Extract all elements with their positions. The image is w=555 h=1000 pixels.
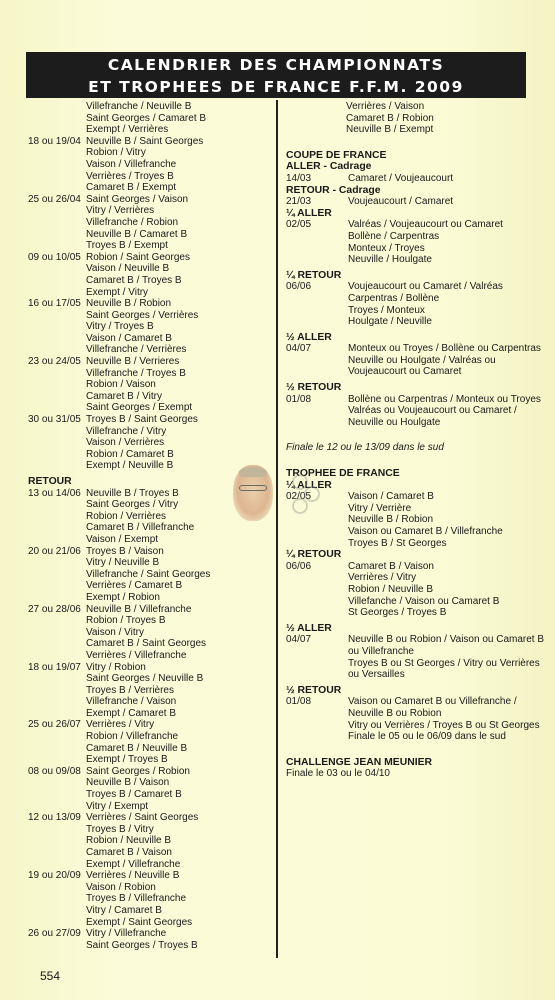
match: Troyes B / St Georges xyxy=(348,537,447,549)
match: Robion / Saint Georges xyxy=(86,251,190,263)
match-list xyxy=(86,870,268,928)
banner-title-line-2: ET TROPHEES DE FRANCE F.F.M. 2009 xyxy=(88,78,464,96)
trophee-semi-aller-heading: ½ ALLER xyxy=(286,622,332,634)
title-banner xyxy=(26,52,526,98)
schedule-round xyxy=(28,662,268,720)
quarter-retour-heading: ¼ RETOUR xyxy=(286,269,342,281)
match: Vaison / Robion xyxy=(86,881,156,893)
match: Villefranche / Verrières xyxy=(86,344,187,356)
match: Troyes B / Vitry xyxy=(86,823,154,835)
match-list xyxy=(86,766,268,812)
round-date: 06/06 xyxy=(286,560,312,572)
match: Vitry / Troyes B xyxy=(86,321,154,333)
match: Villefranche / Neuville B xyxy=(86,101,192,112)
match: Monteux / Troyes xyxy=(348,242,425,254)
faded-logo-watermark xyxy=(288,468,324,520)
schedule-round xyxy=(286,634,548,680)
match: Vaison / Villefranche xyxy=(86,158,177,170)
trophee-semi-retour-heading: ½ RETOUR xyxy=(286,684,342,696)
match: Neuville ou Houlgate / Valréas ou xyxy=(348,354,496,366)
round-date: 06/06 xyxy=(286,281,312,293)
round-date: 20 ou 21/06 xyxy=(28,545,81,557)
match: Exempt / Vitry xyxy=(86,286,149,298)
match: ou Versailles xyxy=(348,669,405,681)
match: Exempt / Camaret B xyxy=(86,707,177,719)
match: Robion / Vitry xyxy=(86,147,146,159)
schedule-round xyxy=(28,488,268,546)
match: Troyes B / Verrières xyxy=(86,684,174,696)
semi-retour-heading: ½ RETOUR xyxy=(286,382,342,394)
match-list xyxy=(348,281,548,327)
match: Robion / Verrières xyxy=(86,510,167,522)
schedule-round xyxy=(28,766,268,812)
match: Bollène / Carpentras xyxy=(348,230,440,242)
banner-title-line-1: CALENDRIER DES CHAMPIONNATS xyxy=(107,56,445,74)
match: Villefanche / Vaison ou Camaret B xyxy=(348,595,500,607)
match-list xyxy=(86,101,268,136)
match: Exempt / Villefranche xyxy=(86,858,181,870)
match: Saint Georges / Camaret B xyxy=(86,112,207,124)
match: Verrières / Villefranche xyxy=(86,649,187,661)
schedule-round xyxy=(28,194,268,252)
match: Voujeaucourt ou Camaret xyxy=(348,366,462,378)
match-list xyxy=(86,812,268,870)
match: Vitry / Villefranche xyxy=(86,928,167,940)
match: Troyes B / Saint Georges xyxy=(86,414,198,426)
round-date: 23 ou 24/05 xyxy=(28,356,81,368)
match: Troyes B / Vaison xyxy=(86,545,164,557)
trophee-quarter-retour-heading: ¼ RETOUR xyxy=(286,549,342,561)
trophee-de-france-heading: TROPHEE DE FRANCE xyxy=(286,468,400,480)
round-date: 27 ou 28/06 xyxy=(28,603,81,615)
round-date: 13 ou 14/06 xyxy=(28,487,81,499)
match: Camaret B / Vitry xyxy=(86,390,162,402)
match: Robion / Neuville B xyxy=(86,835,172,847)
schedule-round xyxy=(28,252,268,298)
round-date: 04/07 xyxy=(286,343,312,355)
match: Verrières / Troyes B xyxy=(86,170,174,182)
schedule-round xyxy=(28,356,268,414)
match: Vaison / Neuville B xyxy=(86,263,170,275)
match: Villefranche / Robion xyxy=(86,216,179,228)
match: ou Villefranche xyxy=(348,645,414,657)
match: Vitry / Neuville B xyxy=(86,557,160,569)
match: Villefranche / Troyes B xyxy=(86,367,186,379)
championship-schedule-column xyxy=(28,101,268,951)
trophee-quarter-aller-heading: ¼ ALLER xyxy=(286,479,332,491)
schedule-round xyxy=(286,173,548,185)
match: Vitry / Exempt xyxy=(86,800,149,812)
match: Vaison / Verrières xyxy=(86,437,165,449)
match: Houlgate / Neuville xyxy=(348,316,432,328)
round-date: 21/03 xyxy=(286,196,312,208)
match: Saint Georges / Vitry xyxy=(86,499,179,511)
schedule-round xyxy=(286,561,548,619)
match: Vitry ou Verrières / Troyes B ou St Georges xyxy=(348,719,540,731)
match-list xyxy=(86,252,268,298)
round-date: 01/08 xyxy=(286,393,312,405)
match-list xyxy=(348,634,548,680)
match-list xyxy=(348,343,548,378)
match: Robion / Camaret B xyxy=(86,448,174,460)
match: Saint Georges / Robion xyxy=(86,765,190,777)
match: Troyes B ou St Georges / Vitry ou Verrières xyxy=(348,657,540,669)
round-date: 18 ou 19/04 xyxy=(28,135,81,147)
match: Monteux ou Troyes / Bollène ou Carpentras xyxy=(348,343,541,355)
match: Troyes B / Camaret B xyxy=(86,789,182,801)
match: Troyes B / Villefranche xyxy=(86,893,187,905)
match: Saint Georges / Verrières xyxy=(86,309,199,321)
schedule-round xyxy=(28,298,268,356)
match: Vaison / Camaret B xyxy=(348,491,434,503)
match: Camaret B / Neuville B xyxy=(86,742,188,754)
match: Camaret B / Vaison xyxy=(348,560,434,572)
round-date: 08 ou 09/08 xyxy=(28,765,81,777)
round-date: 25 ou 26/04 xyxy=(28,193,81,205)
round-date: 16 ou 17/05 xyxy=(28,298,81,310)
match: Verrières / Neuville B xyxy=(86,870,180,882)
schedule-round xyxy=(28,812,268,870)
match-list xyxy=(86,414,268,472)
portrait-photo xyxy=(233,465,273,521)
match: Verrières / Vitry xyxy=(86,719,155,731)
match: Robion / Vaison xyxy=(86,379,156,391)
schedule-round xyxy=(28,136,268,194)
schedule-round xyxy=(286,491,548,549)
round-date: 01/08 xyxy=(286,696,312,708)
aller-cadrage-heading: ALLER - Cadrage xyxy=(286,161,372,173)
match: Saint Georges / Exempt xyxy=(86,402,193,414)
match: Carpentras / Bollène xyxy=(348,292,440,304)
match: Vitry / Verrière xyxy=(348,502,412,514)
match: Verrières / Saint Georges xyxy=(86,812,199,824)
match: Robion / Neuville B xyxy=(348,583,434,595)
match: Neuville B / Saint Georges xyxy=(86,135,204,147)
schedule-round xyxy=(28,870,268,928)
schedule-round xyxy=(286,219,548,265)
round-date: 14/03 xyxy=(286,172,312,184)
round-date: 02/05 xyxy=(286,491,312,503)
schedule-round xyxy=(28,719,268,765)
schedule-round xyxy=(286,394,548,429)
match: Neuville B ou Robion xyxy=(348,707,442,719)
schedule-round xyxy=(286,343,548,378)
round-date: 19 ou 20/09 xyxy=(28,870,81,882)
match: Vaison ou Camaret B / Villefranche xyxy=(348,526,503,537)
schedule-round xyxy=(286,696,548,742)
schedule-round xyxy=(28,414,268,472)
match: Vitry / Camaret B xyxy=(86,904,162,916)
column-divider xyxy=(276,100,278,958)
match: Valréas ou Voujeaucourt ou Camaret / xyxy=(348,405,517,417)
match: Neuville ou Houlgate xyxy=(348,416,441,428)
match: Neuville B ou Robion / Vaison ou Camaret B xyxy=(348,634,545,646)
schedule-round xyxy=(28,928,268,951)
match: Neuville B / Villefranche xyxy=(86,603,192,615)
match: Camaret / Voujeaucourt xyxy=(348,172,454,184)
match: Vitry / Verrières xyxy=(86,205,155,217)
challenge-heading: CHALLENGE JEAN MEUNIER xyxy=(286,756,433,768)
match: Neuville B / Exempt xyxy=(346,124,434,136)
match: Saint Georges / Neuville B xyxy=(86,673,204,685)
match: Camaret B / Saint Georges xyxy=(86,638,207,650)
match: Camaret B / Troyes B xyxy=(86,274,182,286)
match-list xyxy=(286,101,548,136)
schedule-round xyxy=(28,101,268,136)
match: Exempt / Troyes B xyxy=(86,754,168,766)
quarter-aller-heading: ¼ ALLER xyxy=(286,207,332,219)
cups-schedule-column xyxy=(286,101,548,780)
match-list xyxy=(86,928,268,951)
match: Verrières / Vaison xyxy=(346,101,425,112)
match-list xyxy=(86,662,268,720)
challenge-final-note: Finale le 03 ou le 04/10 xyxy=(286,768,390,780)
match-list xyxy=(348,491,548,549)
match: Valréas / Voujeaucourt ou Camaret xyxy=(348,219,503,231)
match: Verrières / Vitry xyxy=(348,572,417,584)
schedule-round xyxy=(28,604,268,662)
match: Voujeaucourt / Camaret xyxy=(348,196,454,208)
round-date: 04/07 xyxy=(286,634,312,646)
match-list xyxy=(348,394,548,429)
match: Saint Georges / Troyes B xyxy=(86,939,198,951)
match: Neuville B / Vaison xyxy=(86,777,170,789)
match: Villefranche / Saint Georges xyxy=(86,568,211,580)
match: Neuville B / Robion xyxy=(348,514,434,526)
match: Vaison / Camaret B xyxy=(86,332,172,344)
match: Neuville / Houlgate xyxy=(348,254,432,266)
match: Neuville B / Robion xyxy=(86,298,172,310)
match: Vaison / Vitry xyxy=(86,626,144,638)
match-list xyxy=(86,194,268,252)
match: Troyes B / Exempt xyxy=(86,240,168,252)
match-list xyxy=(86,546,268,604)
retour-cadrage-heading: RETOUR - Cadrage xyxy=(286,184,381,196)
match: Exempt / Saint Georges xyxy=(86,916,193,928)
match-list xyxy=(86,719,268,765)
match: Villefranche / Vaison xyxy=(86,696,177,708)
match: Troyes / Monteux xyxy=(348,304,425,316)
schedule-round xyxy=(28,546,268,604)
match: Bollène ou Carpentras / Monteux ou Troyes xyxy=(348,393,541,405)
schedule-round xyxy=(286,196,548,208)
round-date: 02/05 xyxy=(286,219,312,231)
coupe-de-france-heading: COUPE DE FRANCE xyxy=(286,149,387,161)
match: Robion / Villefranche xyxy=(86,731,179,743)
match-list xyxy=(348,696,548,742)
aller-rounds xyxy=(28,136,268,472)
round-date: 26 ou 27/09 xyxy=(28,928,81,940)
match-list xyxy=(86,356,268,414)
semi-aller-heading: ½ ALLER xyxy=(286,331,332,343)
match: Vaison / Exempt xyxy=(86,533,159,545)
match: Vaison ou Camaret B ou Villefranche / xyxy=(348,696,517,708)
round-date: 09 ou 10/05 xyxy=(28,251,81,263)
match: Neuville B / Verrieres xyxy=(86,356,180,368)
coupe-final-note: Finale le 12 ou le 13/09 dans le sud xyxy=(286,442,444,454)
retour-rounds xyxy=(28,488,268,952)
match: St Georges / Troyes B xyxy=(348,607,447,619)
round-date: 25 ou 26/07 xyxy=(28,719,81,731)
match: Exempt / Verrières xyxy=(86,124,169,136)
match: Verrières / Camaret B xyxy=(86,580,183,592)
match-list xyxy=(86,136,268,194)
match: Camaret B / Robion xyxy=(346,112,434,124)
match: Voujeaucourt ou Camaret / Valréas xyxy=(348,281,503,293)
retour-heading: RETOUR xyxy=(28,476,72,487)
match-list xyxy=(86,604,268,662)
match: Camaret B / Vaison xyxy=(86,847,172,858)
round-date: 12 ou 13/09 xyxy=(28,812,81,824)
match: Villefranche / Vitry xyxy=(86,425,167,437)
match: Vitry / Robion xyxy=(86,661,146,673)
match: Exempt / Neuville B xyxy=(86,460,174,472)
match-list xyxy=(86,298,268,356)
match: Finale le 05 ou le 06/09 dans le sud xyxy=(348,731,506,743)
match-list xyxy=(348,219,548,265)
match-list xyxy=(348,561,548,619)
match: Camaret B / Exempt xyxy=(86,182,177,194)
match: Exempt / Robion xyxy=(86,591,160,603)
page-number: 554 xyxy=(40,969,61,983)
match: Neuville B / Troyes B xyxy=(86,487,179,499)
schedule-round xyxy=(286,281,548,327)
match: Neuville B / Camaret B xyxy=(86,228,188,240)
match: Saint Georges / Vaison xyxy=(86,193,189,205)
round-date: 18 ou 19/07 xyxy=(28,661,81,673)
match: Camaret B / Villefranche xyxy=(86,522,195,534)
match: Robion / Troyes B xyxy=(86,615,166,627)
round-date: 30 ou 31/05 xyxy=(28,414,81,426)
